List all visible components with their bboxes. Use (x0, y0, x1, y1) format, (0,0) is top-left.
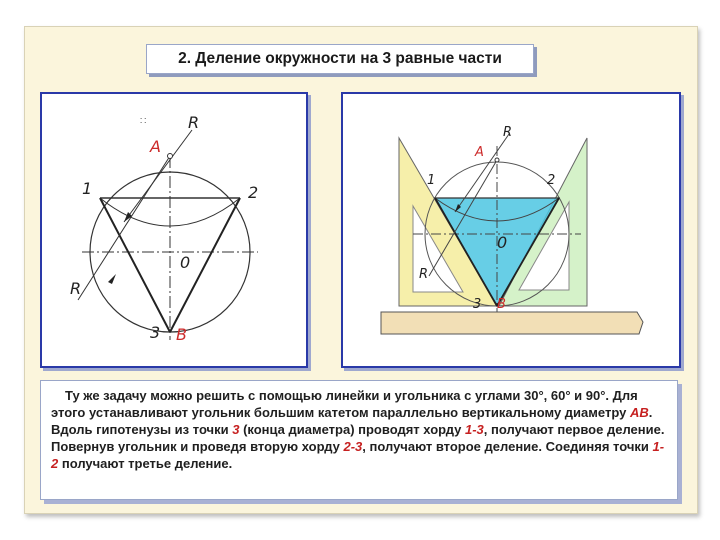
radius-leader-bottom (78, 156, 170, 300)
label-R-top: R (188, 113, 200, 132)
highlight-AB: АВ (629, 405, 649, 420)
highlight-point-3: 3 (232, 422, 240, 437)
highlight-points-1-2: 1-2 (51, 439, 665, 471)
label-1: 1 (82, 179, 93, 198)
label-B: B (497, 297, 506, 312)
label-0: 0 (497, 233, 508, 252)
point-A (495, 158, 499, 162)
label-R-top: R (503, 125, 513, 140)
label-3: 3 (150, 323, 161, 342)
label-A: A (150, 137, 161, 156)
label-2: 2 (547, 173, 556, 188)
description-text: Ту же задачу можно решить с помощью линейки и угольника с углами 30°, 60° и 90°. Для этого устанавливают угольник большим катетом параллельно вертикальному диаметру АВ. Вдоль гипотенузы из точки 3 (конца диаметра) проводят хорду 1-3, получают первое деление. Повернув угольник и проведя вторую хорду 2-3, получают второе деление. Соединяя точки 1-2 получают третье деление. (51, 388, 665, 471)
left-diagram-panel (40, 92, 308, 368)
label-R-bottom: R (70, 279, 82, 298)
label-A: A (475, 145, 484, 160)
right-diagram (343, 94, 679, 366)
label-0: 0 (180, 253, 191, 272)
point-A (168, 154, 173, 159)
description-box (40, 380, 678, 500)
highlight-chord-1-3: 1-3 (465, 422, 484, 437)
label-3: 3 (473, 297, 482, 312)
small-marker: ∷ (140, 116, 147, 127)
label-B: B (176, 325, 187, 344)
right-diagram-panel (341, 92, 681, 368)
highlight-chord-2-3: 2-3 (343, 439, 363, 454)
label-R: R (419, 267, 429, 282)
label-1: 1 (427, 173, 436, 188)
label-2: 2 (248, 183, 259, 202)
left-diagram (42, 94, 306, 366)
ruler (381, 312, 643, 334)
chord-1-3 (100, 198, 170, 332)
radius-arrow-bottom (108, 274, 116, 284)
slide-title: 2. Деление окружности на 3 равные части (146, 44, 534, 74)
